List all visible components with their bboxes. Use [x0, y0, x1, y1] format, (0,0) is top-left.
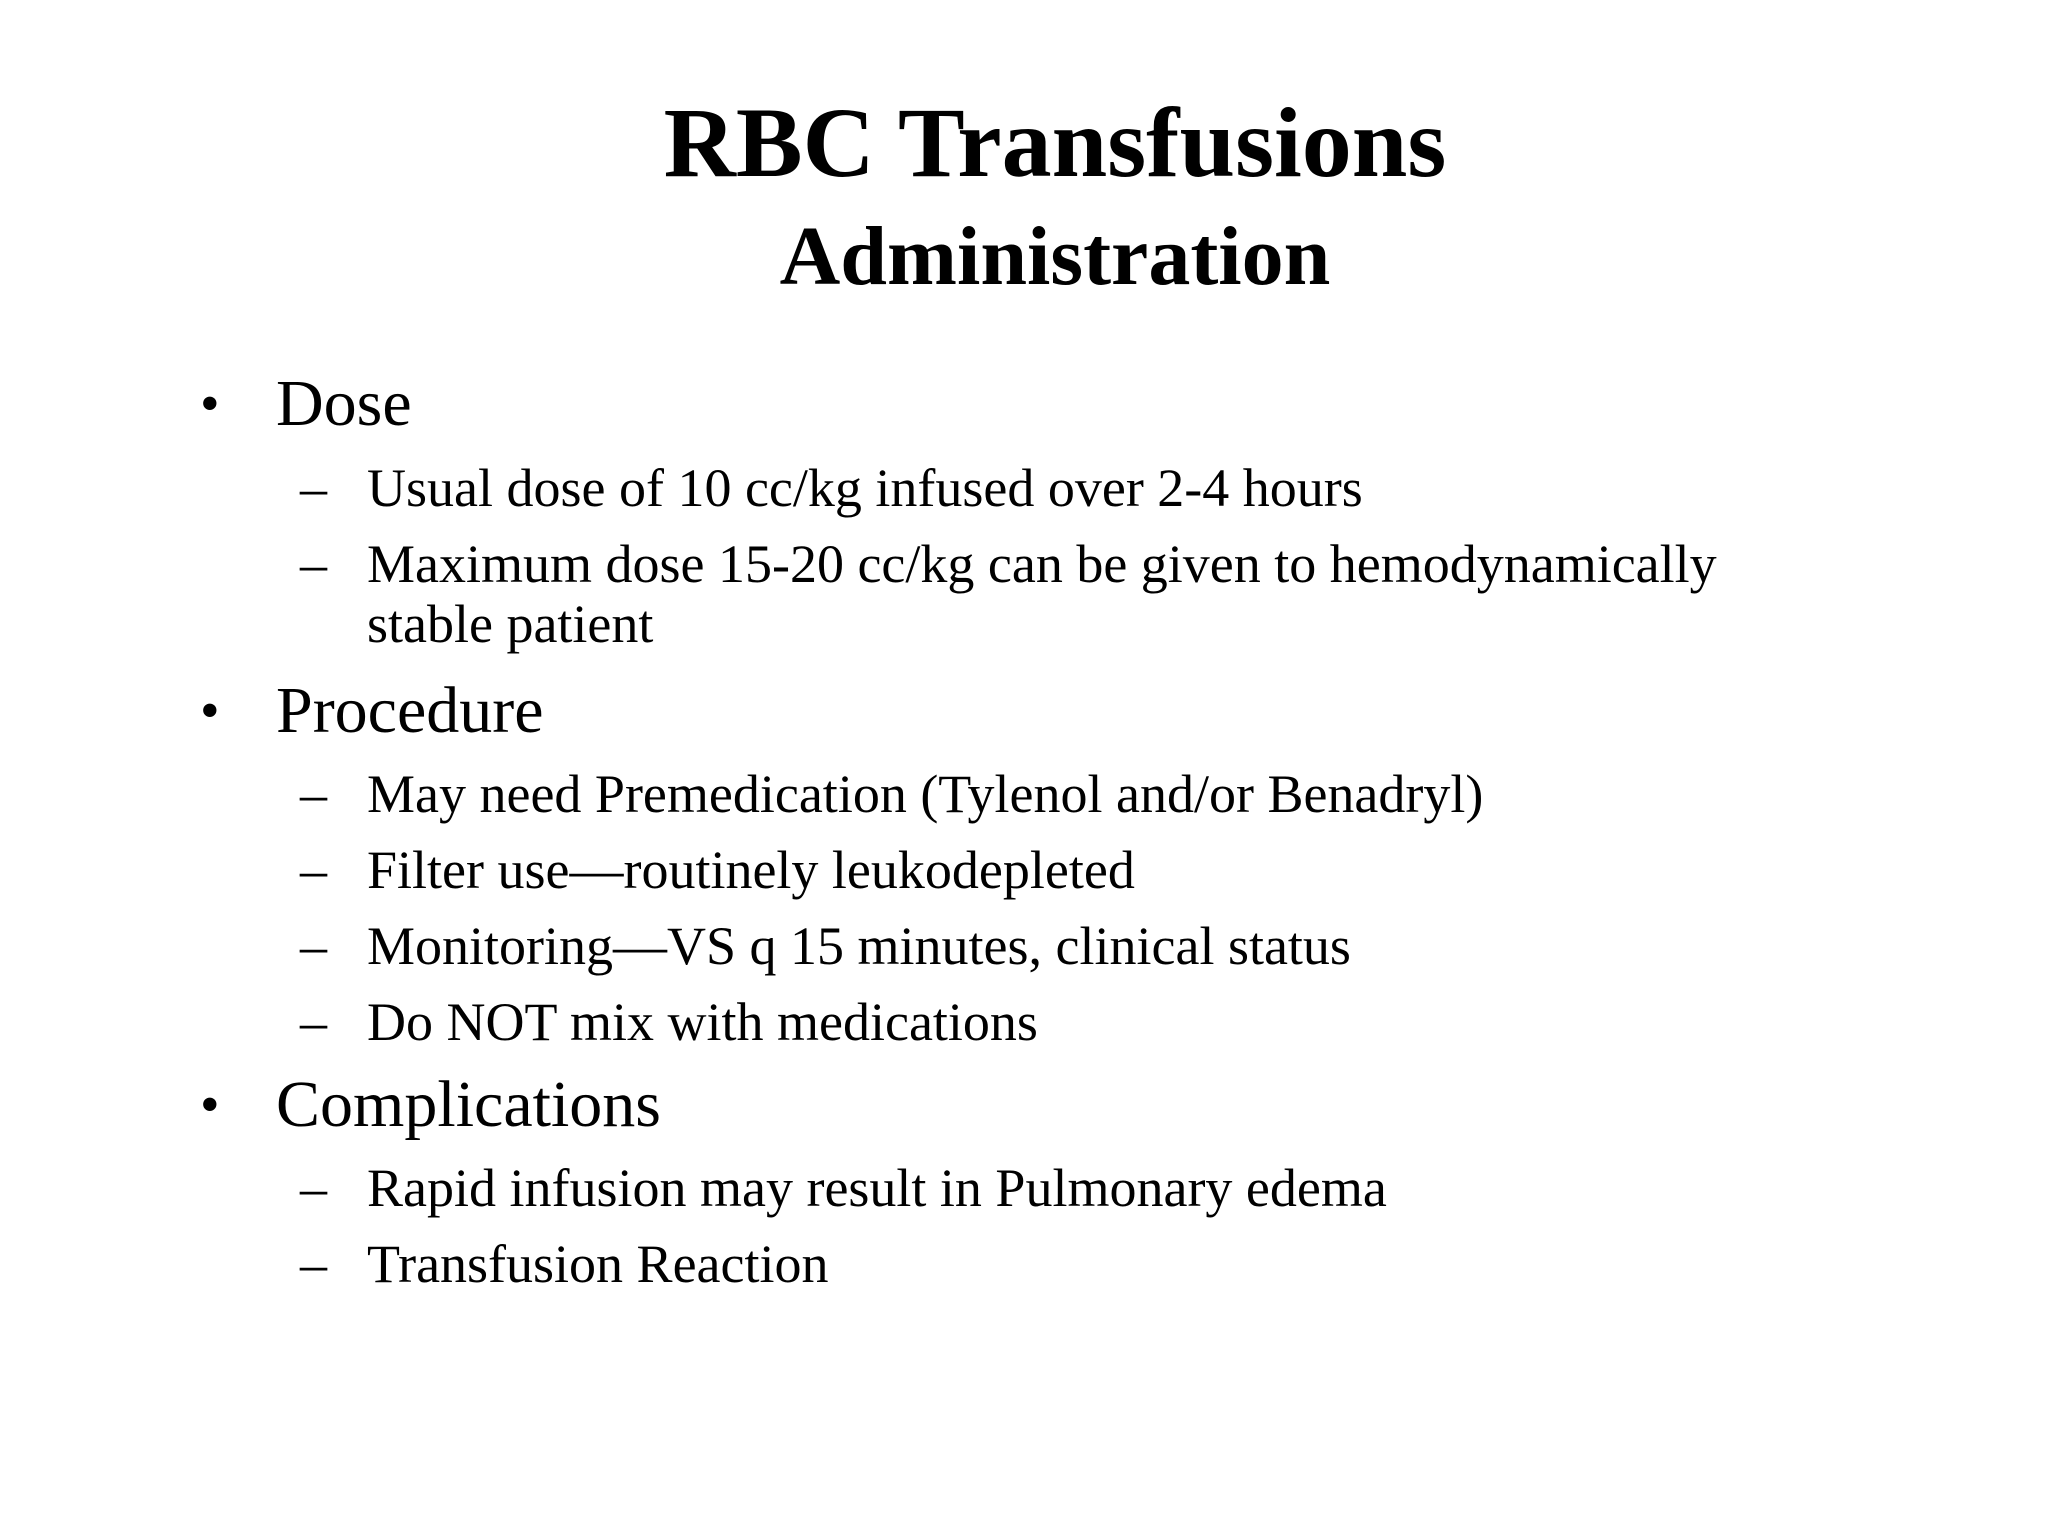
dash-icon: –	[300, 458, 327, 518]
dash-icon: –	[300, 764, 327, 824]
sub-item-text: May need Premedication (Tylenol and/or Benadryl)	[367, 764, 1484, 824]
dash-icon: –	[300, 1158, 327, 1218]
bullet-icon: •	[200, 1074, 220, 1136]
dash-icon: –	[300, 916, 327, 976]
bullet-heading: Dose	[276, 367, 412, 440]
slide-title: RBC Transfusions	[663, 87, 1447, 198]
sub-item-text: Monitoring—VS q 15 minutes, clinical status	[367, 916, 1351, 976]
sub-item-text: Do NOT mix with medications	[367, 992, 1038, 1052]
slide-subtitle: Administration	[779, 210, 1331, 303]
sub-item-text: Transfusion Reaction	[367, 1234, 829, 1294]
dash-icon: –	[300, 534, 327, 594]
dash-icon: –	[300, 992, 327, 1052]
dash-icon: –	[300, 1234, 327, 1294]
dash-icon: –	[300, 840, 327, 900]
bullet-icon: •	[200, 680, 220, 742]
sub-item-text: Usual dose of 10 cc/kg infused over 2-4 hours	[367, 458, 1363, 518]
sub-item-text: Rapid infusion may result in Pulmonary edema	[367, 1158, 1387, 1218]
bullet-icon: •	[200, 373, 220, 435]
sub-item-text: Filter use—routinely leukodepleted	[367, 840, 1135, 900]
sub-item-text: Maximum dose 15-20 cc/kg can be given to hemodynamically stable patient	[367, 534, 1717, 654]
bullet-heading: Complications	[276, 1068, 661, 1141]
bullet-heading: Procedure	[276, 674, 544, 747]
